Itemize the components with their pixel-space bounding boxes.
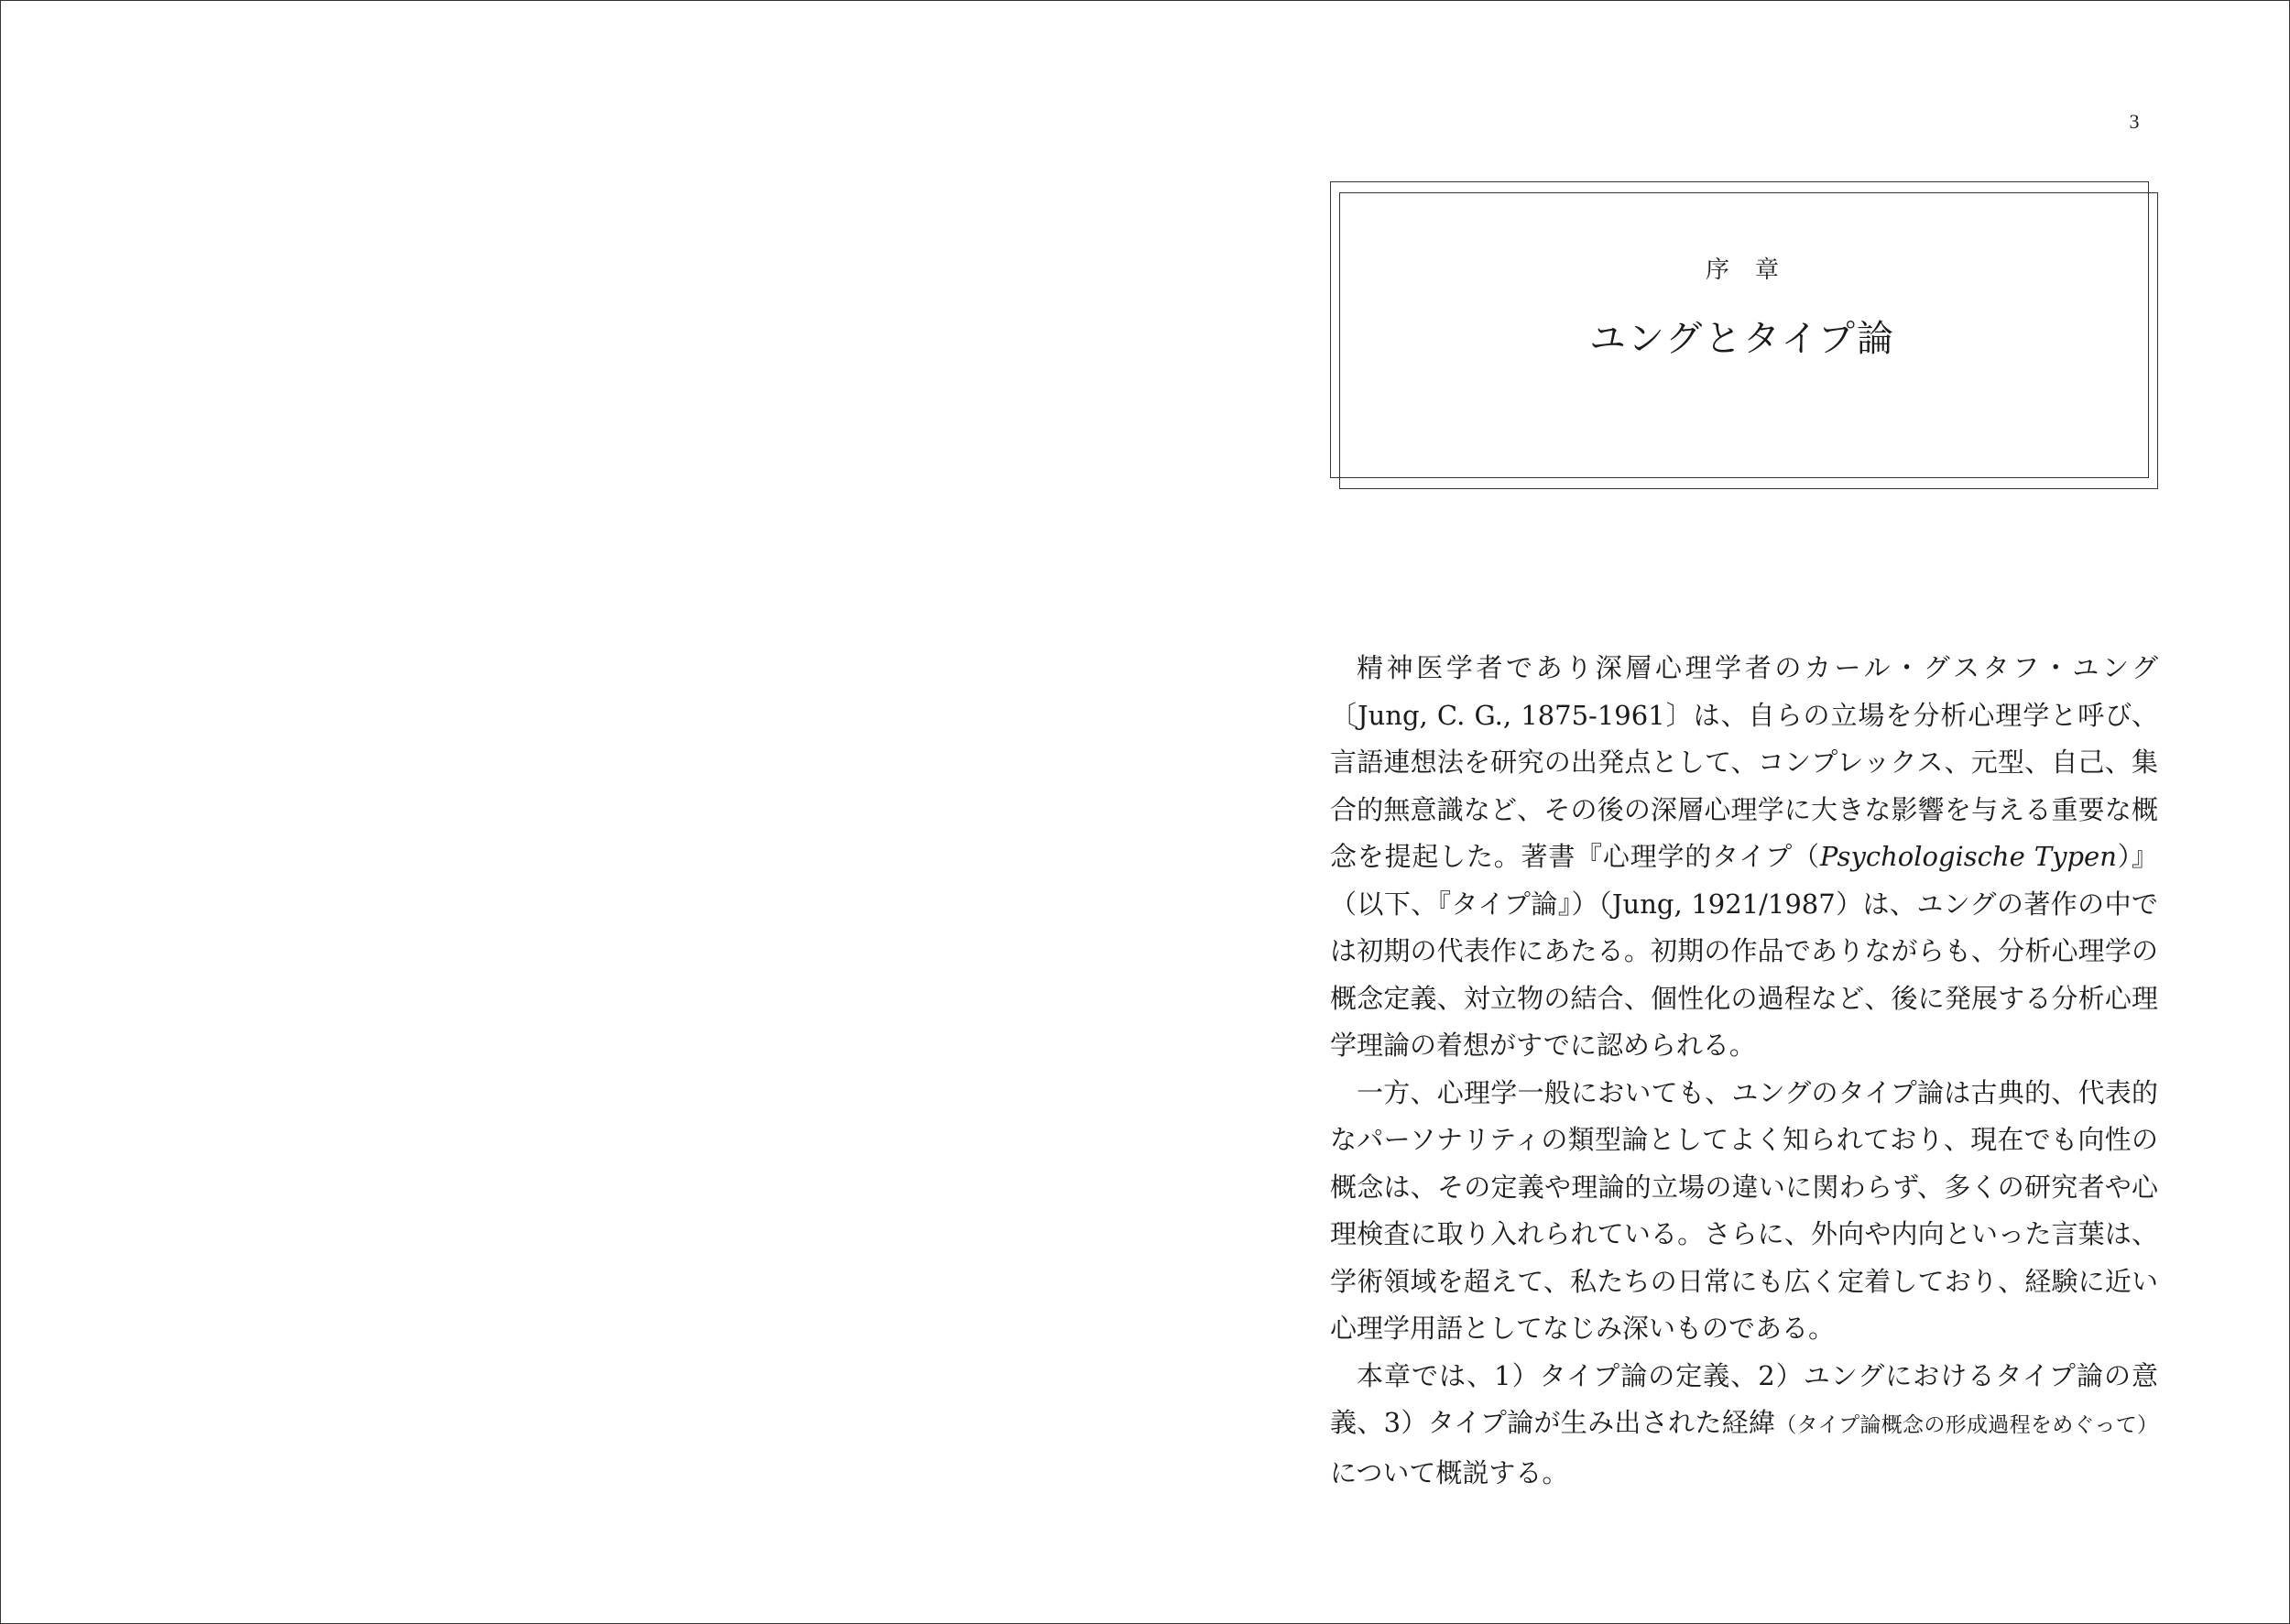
- chapter-title: ユングとタイプ論: [1589, 318, 1895, 360]
- paragraph-3-text: 本章では、1）タイプ論の定義、2）ユングにおけるタイプ論の意義、3）タイプ論が生み出された経緯: [1330, 1359, 2158, 1438]
- chapter-label: 序章: [1705, 256, 1805, 284]
- paragraph-1: [1330, 645, 2158, 1070]
- paragraph-3: [1330, 1353, 2158, 1498]
- paragraph-3-text-end: について概説する。: [1330, 1456, 1569, 1488]
- paragraph-1-citation: ）』（以下、『タイプ論』）（Jung, 1921/1987）: [1330, 841, 2158, 920]
- paragraph-1-text-cont: は、ユングの著作の中では初期の代表作にあたる。初期の作品でありながらも、分析心理学の概念定義、対立物の結合、個性化の過程など、後に発展する分析心理学理論の着想がすでに認められる。: [1330, 888, 2158, 1061]
- body-text: [1330, 645, 2158, 1497]
- paragraph-3-aside: （タイプ論概念の形成過程をめぐって）: [1775, 1413, 2158, 1437]
- paragraph-2: 一方、心理学一般においても、ユングのタイプ論は古典的、代表的なパーソナリティの類型論としてよく知られており、現在でも向性の概念は、その定義や理論的立場の違いに関わらず、多くの研究者や心理検査に取り入れられている。さらに、外向や内向といった言葉は、学術領域を超えて、私たちの日常にも広く定着しており、経験に近い心理学用語としてなじみ深いものである。: [1330, 1076, 2158, 1344]
- page-number: 3: [2129, 110, 2140, 133]
- paragraph-1-text: 精神医学者であり深層心理学者のカール・グスタフ・ユング〔Jung, C. G., 1875-1961〕は、自らの立場を分析心理学と呼び、言語連想法を研究の出発点として、コンプレックス、元型、自己、集合的無意識など、その後の深層心理学に大きな影響を与える重要な概念を提起した。著書『心理学的タイプ: [1330, 652, 2158, 872]
- paragraph-1-open-paren: （: [1793, 841, 1820, 872]
- book-title-german: Psychologische Typen: [1819, 841, 2117, 872]
